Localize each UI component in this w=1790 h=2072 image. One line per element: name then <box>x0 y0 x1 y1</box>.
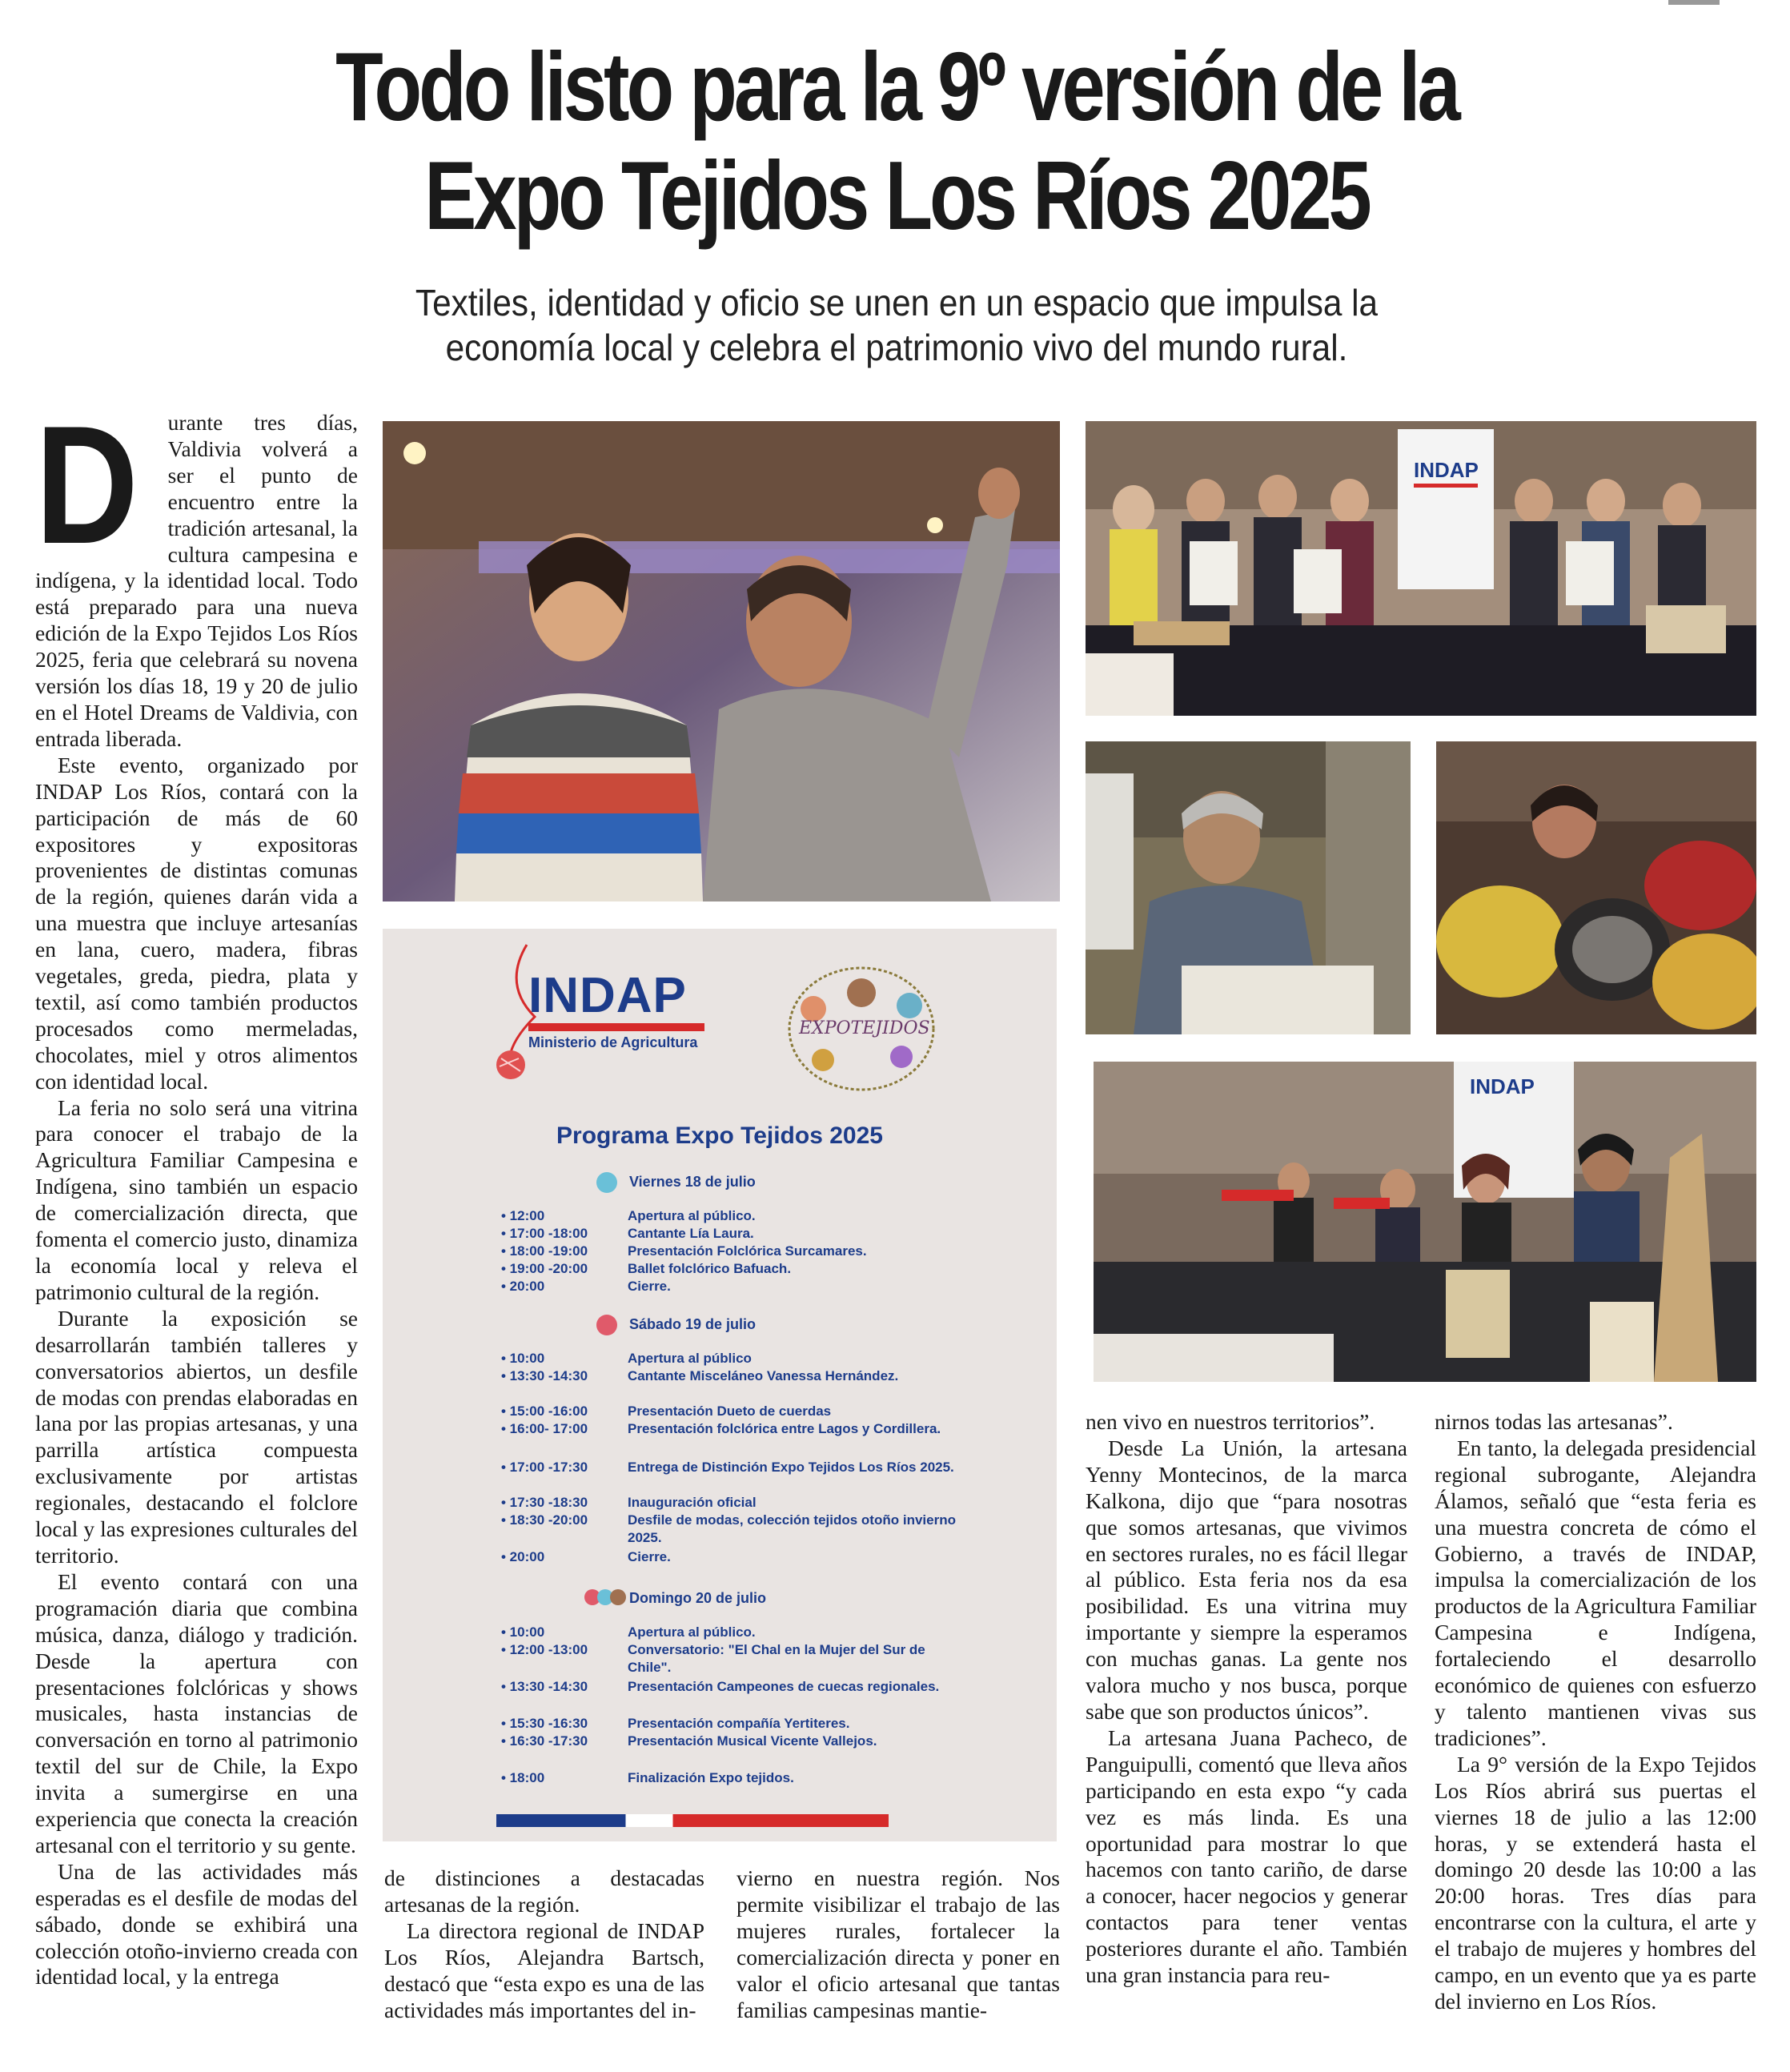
day-label: Sábado 19 de julio <box>629 1316 757 1332</box>
schedule-time: • 17:30 -18:30 <box>501 1495 588 1510</box>
schedule-row <box>501 1278 997 1295</box>
schedule-event: Conversatorio: "El Chal en la Mujer del Sur de Chile". <box>628 1642 925 1675</box>
paragraph: La artesana Juana Pacheco, de Panguipulli, comentó que lleva años participando en esta expo “y cada vez es más linda. Es una oportunidad para mostrar lo que hacemos con tanto cariño, de darse a conocer, hacer negocios y generar contactos para tener ventas posteriores durante el año. También una gran instancia para reu- <box>1086 1725 1407 1988</box>
paragraph: vierno en nuestra región. Nos permite visibilizar el trabajo de las mujeres rurales, fortalecer la comercialización directa y poner en valor el oficio artesanal que tantas familias campesinas mantie- <box>736 1865 1060 2022</box>
schedule-event: Presentación compañía Yertiteres. <box>628 1716 850 1731</box>
schedule-row <box>501 1548 997 1566</box>
schedule-time: • 10:00 <box>501 1624 545 1640</box>
program-poster <box>383 929 1057 1841</box>
schedule-row <box>501 1243 997 1260</box>
subhead: Textiles, identidad y oficio se unen en un espacio que impulsa la economía local y celebra el patrimonio vivo del mundo rural. <box>415 282 1379 368</box>
schedule-row <box>501 1350 997 1367</box>
yarn-ball-icon <box>592 1171 624 1195</box>
schedule-row <box>501 1459 997 1494</box>
photo-press-conference <box>1094 1062 1756 1382</box>
schedule-time: • 16:00- 17:00 <box>501 1421 588 1436</box>
paragraph: El evento contará con una programación diaria que combina música, danza, diálogo y tradición. Desde la apertura con presentaciones folclóricas y shows musicales, hasta instancias de conversación en torno al patrimonio textil del sur de Chile, la Expo invita a sumergirse en una experiencia que conecta la creación artesanal con el territorio y su gente. <box>35 1568 358 1857</box>
schedule-event: Desfile de modas, colección tejidos otoño invierno 2025. <box>628 1512 956 1545</box>
paragraph: Durante la exposición se desarrollarán también talleres y conversatorios abiertos, un desfile de modas con prendas elaboradas en lana por las propias artesanas, y una parrilla artística compuesta exclusivamente por artistas regionales, destacando el folclore local y las expresiones culturales del territorio. <box>35 1305 358 1568</box>
banner-text: INDAP <box>1414 458 1479 482</box>
schedule-event: Finalización Expo tejidos. <box>628 1770 794 1785</box>
yarn-balls-icon <box>583 1585 628 1609</box>
schedule-event: Cantante Misceláneo Vanessa Hernández. <box>628 1368 899 1383</box>
schedule-event: Presentación Dueto de cuerdas <box>628 1403 832 1419</box>
article-column-5 <box>1435 1409 1756 2015</box>
schedule-time: • 10:00 <box>501 1351 545 1366</box>
photo-knitwear-models <box>383 421 1060 901</box>
paragraph: Este evento, organizado por INDAP Los Ríos, contará con la participación de más de 60 expositores y expositoras provenientes de distintas comunas de la región, quienes darán vida a una muestra que incluye artesanías en lana, cuero, madera, fibras vegetales, greda, piedra, plata y textil, así como también productos procesados como mermeladas, chocolates, miel y otros alimentos con identidad local. <box>35 752 358 1094</box>
schedule-event: Apertura al público. <box>628 1208 756 1223</box>
schedule-row <box>501 1512 997 1547</box>
schedule-time: • 17:00 -18:00 <box>501 1226 588 1241</box>
paragraph: nirnos todas las artesanas”. <box>1435 1409 1673 1434</box>
article-column-1 <box>35 391 358 1990</box>
schedule-event: Apertura al público. <box>628 1624 756 1640</box>
banner-text: INDAP <box>1470 1074 1535 1098</box>
indap-logo-bar <box>528 1023 704 1031</box>
paragraph: Una de las actividades más esperadas es el desfile de modas del sábado, donde se exhibirá una colección otoño-invierno creada con identidad local, y la entrega <box>35 1858 358 1990</box>
schedule-time: • 19:00 -20:00 <box>501 1261 588 1276</box>
expo-tejidos-logo-text: EXPOTEJIDOS <box>799 1018 930 1038</box>
schedule-time: • 18:00 -19:00 <box>501 1243 588 1259</box>
schedule-event: Inauguración oficial <box>628 1495 757 1510</box>
corner-mark <box>1668 0 1720 5</box>
schedule-event: Presentación Folclórica Surcamares. <box>628 1243 867 1259</box>
schedule-row <box>501 1260 997 1278</box>
schedule-event: Entrega de Distinción Expo Tejidos Los Ríos 2025. <box>628 1460 954 1475</box>
paragraph: Desde La Unión, la artesana Yenny Montecinos, de la marca Kalkona, dijo que “para nosotras que somos artesanas, que vivimos en sectores rurales, no es fácil llegar al público. Esta feria nos da esa posibilidad. Es una vitrina muy importante y siempre la esperamos con muchas ganas. La gente nos valora mucho y nos busca, porque sabe que son productos únicos”. <box>1086 1435 1407 1724</box>
schedule-event: Presentación Campeones de cuecas regionales. <box>628 1679 940 1694</box>
schedule-time: • 12:00 <box>501 1208 545 1223</box>
schedule-time: • 12:00 -13:00 <box>501 1642 588 1657</box>
schedule-time: • 18:00 <box>501 1770 545 1785</box>
schedule-event: Cierre. <box>628 1279 671 1294</box>
schedule-time: • 20:00 <box>501 1279 545 1294</box>
schedule-time: • 18:30 -20:00 <box>501 1512 588 1528</box>
schedule-event: Presentación Musical Vicente Vallejos. <box>628 1733 877 1749</box>
paragraph: La feria no solo será una vitrina para conocer el trabajo de la Agricultura Familiar Campesina e Indígena, sino también un espacio de comercialización directa, que fomenta el comercio justo, dinamiza la economía local y releva el patrimonio cultural de la región. <box>35 1094 358 1304</box>
schedule-row <box>501 1420 997 1456</box>
yarn-ball-icon <box>592 1313 624 1337</box>
photo-group-launch <box>1086 421 1756 716</box>
schedule-row <box>501 1367 997 1403</box>
paragraph: nen vivo en nuestros territorios”. <box>1086 1409 1375 1434</box>
indap-ministry: Ministerio de Agricultura <box>528 1034 698 1050</box>
schedule-row <box>501 1641 997 1676</box>
schedule-event: Apertura al público <box>628 1351 752 1366</box>
paragraph: En tanto, la delegada presidencial regional subrogante, Alejandra Álamos, señaló que “esta feria es una muestra concreta de cómo el Gobierno, a través de INDAP, impulsa la comercialización de los productos de la Agricultura Familiar Campesina e Indígena, fortaleciendo el desarrollo económico de quienes con esfuerzo y talento mantienen vivas sus tradiciones”. <box>1435 1435 1756 1750</box>
photo-yarn-display <box>1436 741 1756 1034</box>
schedule-time: • 17:00 -17:30 <box>501 1460 588 1475</box>
schedule-event: Ballet folclórico Bafuach. <box>628 1261 792 1276</box>
headline: Todo listo para la 9º versión de la Expo Tejidos Los Ríos 2025 <box>335 32 1458 250</box>
schedule-row <box>501 1733 997 1768</box>
schedule-time: • 13:30 -14:30 <box>501 1368 588 1383</box>
photo-artisan-elder <box>1086 741 1411 1034</box>
program-title: Programa Expo Tejidos 2025 <box>556 1122 883 1149</box>
schedule-row <box>501 1715 997 1733</box>
paragraph: La directora regional de INDAP Los Ríos, Alejandra Bartsch, destacó que “esta expo es una de las actividades más importantes del in- <box>384 1917 704 2022</box>
paragraph: urante tres días, Valdivia volverá a ser el punto de encuentro entre la tradición artesanal, la cultura campesina e indígena, y la identidad local. Todo está preparado para una nueva edición de la Expo Tejidos Los Ríos 2025, feria que celebrará su novena versión los días 18, 19 y 20 de julio en el Hotel Dreams de Valdivia, con entrada liberada. <box>35 410 358 751</box>
schedule-time: • 13:30 -14:30 <box>501 1679 588 1694</box>
schedule-time: • 15:00 -16:00 <box>501 1403 588 1419</box>
paragraph: La 9° versión de la Expo Tejidos Los Ríos abrirá sus puertas el viernes 18 de julio a las 12:00 horas, y se extenderá hasta el domingo 20 desde las 10:00 a las 20:00 horas. Tres días para encontrarse con la cultura, el arte y el trabajo de mujeres y hombres del campo, en un evento que ya es parte del invierno en Los Ríos. <box>1435 1751 1756 2014</box>
day-label: Viernes 18 de julio <box>629 1174 756 1190</box>
paragraph: de distinciones a destacadas artesanas de la región. <box>384 1865 704 1917</box>
schedule-time: • 20:00 <box>501 1549 545 1564</box>
schedule-time: • 15:30 -16:30 <box>501 1716 588 1731</box>
schedule-event: Presentación folclórica entre Lagos y Cordillera. <box>628 1421 941 1436</box>
schedule-row <box>501 1494 997 1512</box>
day-label: Domingo 20 de julio <box>629 1590 767 1606</box>
article-column-2 <box>384 1865 704 2023</box>
indap-logo: INDAP <box>528 968 687 1023</box>
drop-cap: D <box>35 391 138 579</box>
schedule-row <box>501 1678 997 1713</box>
article-column-3 <box>736 1865 1060 2023</box>
schedule-row <box>501 1624 997 1641</box>
schedule-event: Cierre. <box>628 1549 671 1564</box>
schedule-event: Cantante Lía Laura. <box>628 1226 754 1241</box>
schedule-row <box>501 1403 997 1420</box>
article-column-4 <box>1086 1409 1407 1989</box>
flag-stripe <box>496 1814 889 1827</box>
schedule-row <box>501 1225 997 1243</box>
schedule-row <box>501 1769 997 1787</box>
schedule-row <box>501 1207 997 1225</box>
schedule-time: • 16:30 -17:30 <box>501 1733 588 1749</box>
